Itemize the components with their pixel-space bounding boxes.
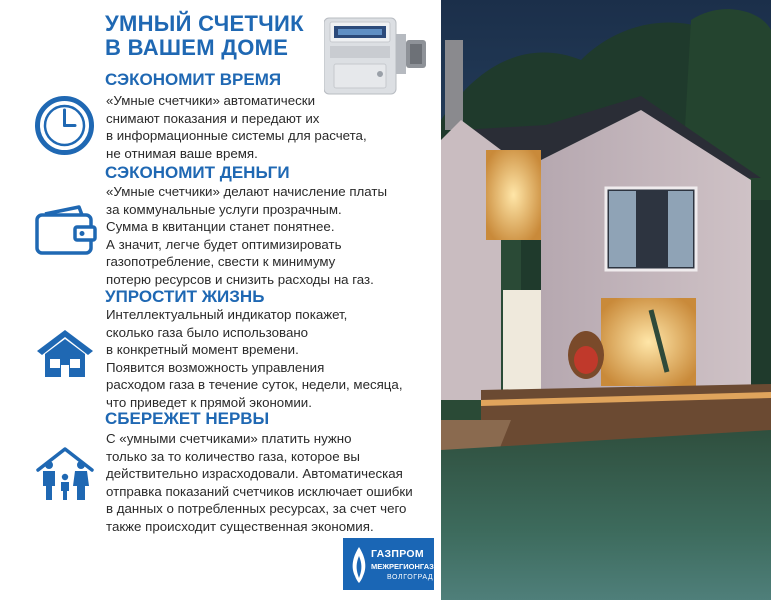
- body-line: Сумма в квитанции станет понятнее.: [106, 219, 335, 234]
- section-body-nerves: [106, 430, 413, 535]
- logo-city: ВОЛГОГРАД: [387, 574, 434, 581]
- title-line-2: В ВАШЕМ ДОМЕ: [105, 35, 289, 60]
- section-heading-time: СЭКОНОМИТ ВРЕМЯ: [105, 70, 282, 89]
- section-body-time: [106, 92, 367, 162]
- house-icon: [35, 327, 95, 379]
- body-line: сколько газа было использовано: [106, 324, 309, 340]
- body-line: в информационные системы для расчета,: [106, 128, 367, 143]
- section-heading-nerves: СБЕРЕЖЕТ НЕРВЫ: [105, 409, 270, 428]
- section-heading-money: СЭКОНОМИТ ДЕНЬГИ: [105, 163, 290, 182]
- house-photo: [441, 0, 771, 600]
- gas-meter-image: [324, 16, 428, 96]
- section-body-money: [106, 183, 387, 288]
- wallet-icon: [35, 204, 99, 256]
- family-icon: [36, 444, 94, 502]
- body-line: только за то количество газа, которое вы: [106, 448, 360, 464]
- section-body-life: [106, 306, 403, 411]
- section-heading-life: УПРОСТИТ ЖИЗНЬ: [105, 287, 265, 306]
- logo-sub: МЕЖРЕГИОНГАЗ: [371, 562, 434, 571]
- body-line: действительно израсходовали. Автоматическая: [106, 466, 403, 481]
- body-line: потерю ресурсов и снизить расходы на газ.: [106, 271, 374, 287]
- page-title: [105, 12, 304, 60]
- body-line: в конкретный момент времени.: [106, 342, 299, 357]
- body-line: в данных о потребленных ресурсах, за счет чего: [106, 501, 407, 516]
- gazprom-logo: [343, 538, 434, 590]
- logo-brand: ГАЗПРОМ: [371, 548, 424, 560]
- body-line: Появится возможность управления: [106, 359, 325, 375]
- body-line: газопотребление, свести к минимуму: [106, 254, 336, 269]
- body-line: «Умные счетчики» делают начисление платы: [106, 184, 388, 199]
- body-line: что приведет к прямой экономии.: [106, 394, 312, 410]
- clock-icon: [34, 95, 95, 156]
- body-line: не отнимая ваше время.: [106, 145, 258, 161]
- body-line: также происходит существенная экономия.: [106, 518, 374, 534]
- title-line-1: УМНЫЙ СЧЕТЧИК: [105, 11, 304, 36]
- gazprom-flame-icon: [348, 546, 370, 584]
- body-line: расходом газа в течение суток, недели, месяца,: [106, 377, 403, 392]
- body-line: снимают показания и передают их: [106, 110, 320, 126]
- body-line: «Умные счетчики» автоматически: [106, 93, 316, 108]
- body-line: А значит, легче будет оптимизировать: [106, 236, 342, 252]
- body-line: С «умными счетчиками» платить нужно: [106, 431, 352, 446]
- body-line: отправка показаний счетчиков исключает ошибки: [106, 483, 413, 499]
- body-line: Интеллектуальный индикатор покажет,: [106, 307, 348, 322]
- body-line: за коммунальные услуги прозрачным.: [106, 201, 342, 217]
